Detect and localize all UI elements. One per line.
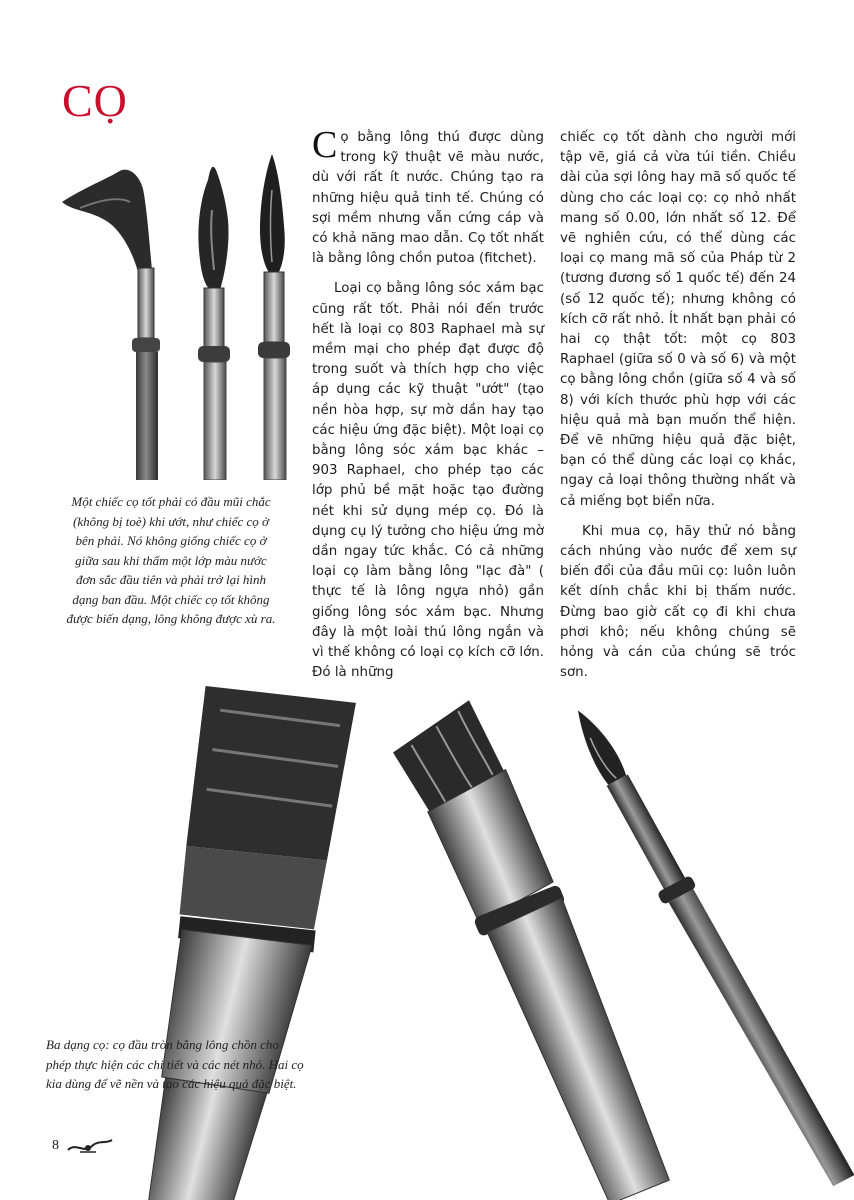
top-figure-caption: Một chiếc cọ tốt phải có đầu mũi chắc (không bị toè) khi ướt, như chiếc cọ ở bên phải. Nó không giống chiếc cọ ở giữa sau khi thấm một lớp màu nước đơn sắc đầu tiên và phải trở lại hình dạng ban đầu. Một chiếc cọ tốt không được biến dạng, lông không được xù ra. <box>66 494 276 626</box>
brush-middle <box>198 167 230 480</box>
body-column-1 <box>312 124 544 693</box>
decorative-ornament-icon <box>66 1134 114 1158</box>
bottom-figure-caption: Ba dạng cọ: cọ đầu tròn bằng lông chồn cho phép thực hiện các chi tiết và các nét nhỏ. Hai cọ kia dùng để vẽ nền và tạo các hiệu quả đặc biệt. <box>46 1037 304 1091</box>
three-round-brushes-illustration <box>60 150 300 480</box>
page-number: 8 <box>52 1138 59 1153</box>
three-brushes-illustration <box>100 660 854 1200</box>
paragraph <box>312 124 544 269</box>
paragraph: Loại cọ bằng lông sóc xám bạc cũng rất tốt. Phải nói đến trước hết là loại cọ 803 Raphael mà sự mềm mại cho phép đạt được độ trong suốt và thích hợp cho việc áp dụng các kỹ thuật "ướt" (tạo nền hòa hợp, sự mờ dần hay tạo các hiệu ứng đặc biệt). Một loại cọ bằng lông sóc xám bạc khác – 903 Raphael, cho phép tạo các lớp phủ bề mặt hoặc tạo đường nét khi sử dụng mép cọ. Đó là dụng cụ lý tưởng cho hiệu ứng mờ dần ngay tức khắc. Có cả những loại cọ làm bằng lông "lạc đà" ( thực tế là lông ngựa nhỏ) gần giống lông sóc xám bạc. Nhưng đây là một loài thú lông ngắn và vì thế không có loại cọ kích cỡ lớn. Đó là những <box>312 281 544 681</box>
paragraph-text: ọ bằng lông thú được dùng trong kỹ thuật vẽ màu nước, dù với rất ít nước. Chúng tạo ra những hiệu quả tinh tế. Chúng có sợi mềm nhưng vẫn cứng cáp và có khả năng mao dẫn. Cọ tốt nhất là bằng lông chồn putoa (fitchet). <box>312 130 544 267</box>
body-column-2 <box>560 128 796 693</box>
angled-brush <box>386 695 677 1200</box>
flat-brush <box>100 667 374 1200</box>
paragraph: Khi mua cọ, hãy thử nó bằng cách nhúng vào nước để xem sự biến đổi của đầu mũi cọ: luôn luôn kết dính chắc khi bị thấm nước. Đừng bao giờ cất cọ đi khi chưa phơi khô; nếu không chúng sẽ hỏng và cán của chúng sẽ tróc sơn. <box>560 523 796 681</box>
drop-cap: C <box>312 124 338 166</box>
brush-pointed <box>258 154 290 480</box>
paragraph: chiếc cọ tốt dành cho người mới tập vẽ, giá cả vừa túi tiền. Chiều dài của sợi lông hay mã số quốc tế dùng cho các loại cọ: cọ nhỏ nhất mang số 0.00, lớn nhất số 12. Để vẽ nghiên cứu, có thể dùng các loại cọ mang mã số của Pháp từ 2 (tương đương số 1 quốc tế) đến 24 (số 12 quốc tế); nhưng không có kích cỡ rất nhỏ. Ít nhất bạn phải có hai cọ thật tốt: một cọ 803 Raphael (giữa số 0 và số 6) và một cọ bằng lông chồn (giữa số 4 và số 8) với kích thước phù hợp với các hiệu quả mà bạn muốn thể hiện. Để vẽ những hiệu quả đặc biệt, bạn có thể dùng các loại cọ khác, ngay cả loại thông thường nhất và cả miếng bọt biển nữa. <box>560 130 796 509</box>
page-title: CỌ <box>62 75 128 126</box>
brush-splayed <box>62 170 160 480</box>
